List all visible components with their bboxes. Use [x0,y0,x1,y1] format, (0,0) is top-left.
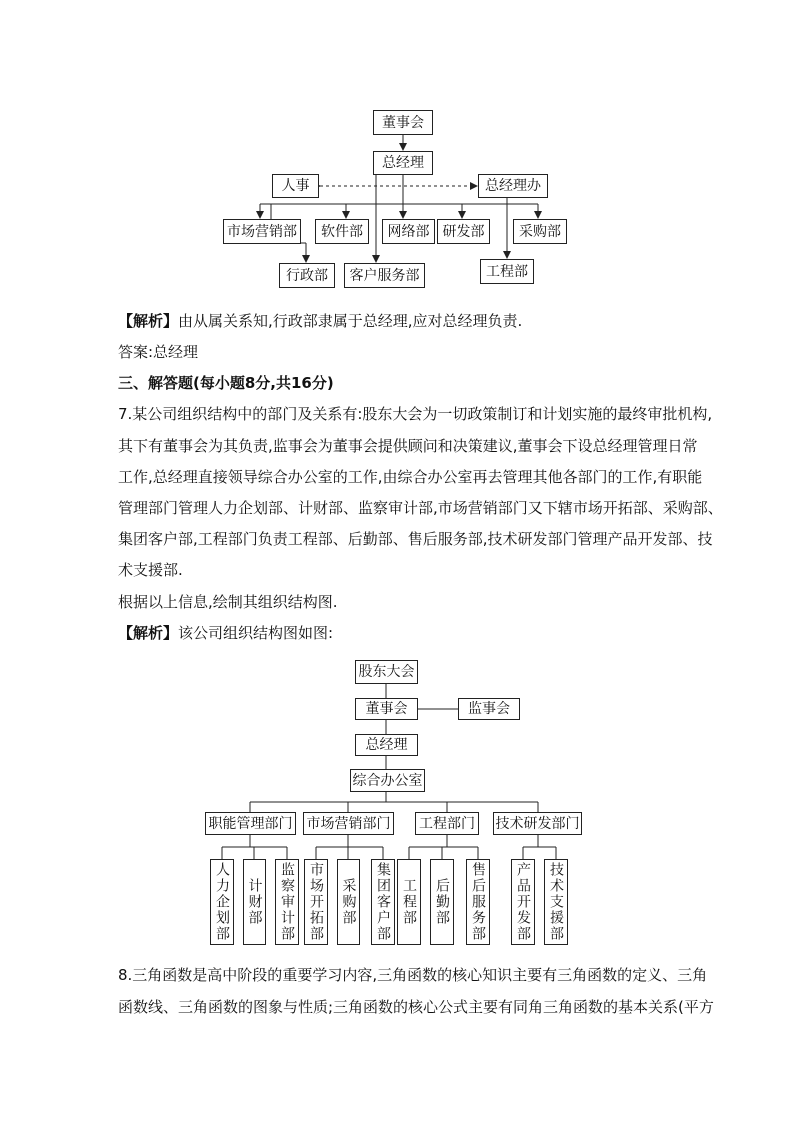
analysis-text: 由从属关系知,行政部隶属于总经理,应对总经理负责. [178,312,523,330]
box-board: 董事会 [355,698,418,720]
box-subdept: 采购部 [337,859,360,945]
answer-6: 答案:总经理 [118,343,199,361]
box-shareholders: 股东大会 [355,660,418,684]
box-subdept: 售后服务部 [466,859,490,945]
box-subdept: 技术支援部 [544,859,568,945]
box-general-manager: 总经理 [373,151,433,175]
box-admin: 行政部 [279,263,335,288]
box-office: 综合办公室 [350,769,425,792]
box-marketing: 市场营销部 [223,219,301,244]
box-group: 工程部门 [415,812,479,835]
box-subdept: 产品开发部 [511,859,535,945]
box-subdept: 工程部 [397,859,421,945]
box-subdept: 人力企划部 [210,859,234,945]
problem-7-line: 集团客户部,工程部门负责工程部、后勤部、售后服务部,技术研发部门管理产品开发部、技 [118,530,713,548]
box-rnd: 研发部 [437,219,490,244]
problem-7-line: 工作,总经理直接领导综合办公室的工作,由综合办公室再去管理其他各部门的工作,有职能 [118,468,703,486]
box-group: 职能管理部门 [205,812,296,835]
box-network: 网络部 [382,219,435,244]
box-subdept: 集团客户部 [371,859,395,945]
analysis-text: 该公司组织结构图如图: [178,624,334,642]
box-group: 技术研发部门 [493,812,582,835]
box-customer-service: 客户服务部 [344,263,425,288]
box-general-manager: 总经理 [355,734,418,756]
box-hr: 人事 [272,174,319,198]
box-subdept: 计财部 [243,859,266,945]
box-gm-office: 总经理办 [478,174,548,198]
box-subdept: 市场开拓部 [304,859,328,945]
box-subdept: 监察审计部 [275,859,299,945]
problem-7-line: 7.某公司组织结构中的部门及关系有:股东大会为一切政策制订和计划实施的最终审批机构, [118,405,713,423]
problem-7-line: 管理部门管理人力企划部、计财部、监察审计部,市场营销部门又下辖市场开拓部、采购部、 [118,499,723,517]
problem-8-line: 函数线、三角函数的图象与性质;三角函数的核心公式主要有同角三角函数的基本关系(平方 [118,998,714,1016]
problem-7-line: 术支援部. [118,561,183,579]
box-subdept: 后勤部 [430,859,454,945]
box-purchase: 采购部 [513,219,567,244]
problem-8-line: 8.三角函数是高中阶段的重要学习内容,三角函数的核心知识主要有三角函数的定义、三角 [118,966,708,984]
box-group: 市场营销部门 [303,812,394,835]
analysis-tag: 【解析】 [118,312,179,330]
box-engineering: 工程部 [480,259,534,284]
analysis-tag: 【解析】 [118,624,179,642]
box-software: 软件部 [315,219,369,244]
problem-7-line: 其下有董事会为其负责,监事会为董事会提供顾问和决策建议,董事会下设总经理管理日常 [118,437,698,455]
problem-7-instruction: 根据以上信息,绘制其组织结构图. [118,593,338,611]
box-board: 董事会 [373,110,433,135]
box-supervisors: 监事会 [458,698,520,720]
section-heading: 三、解答题(每小题8分,共16分) [118,374,334,392]
